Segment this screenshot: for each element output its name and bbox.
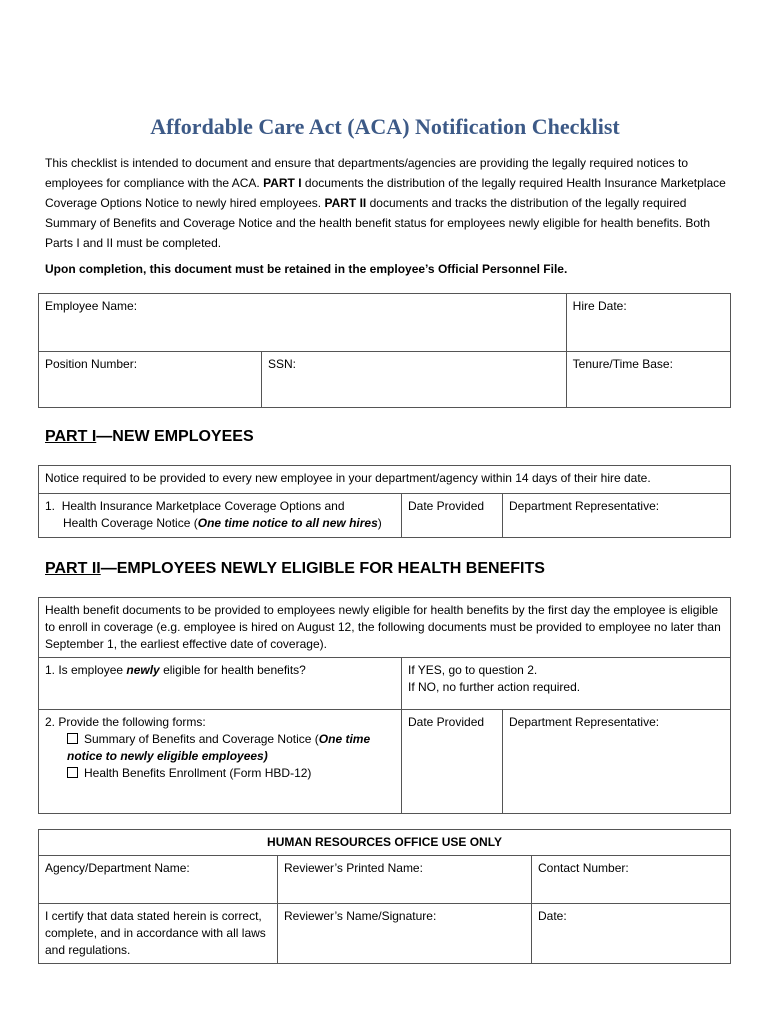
intro-text-3: documents and tracks the distribution of the legally required Summary of Benefits and Coverage Notice and the health benefit status for employees newly eligible for health benefits. Both Parts I and II must be completed.: [45, 196, 711, 250]
intro-part1-label: PART I: [263, 176, 302, 190]
part2-form1-pre: Summary of Benefits and Coverage Notice (: [84, 732, 319, 746]
hire-date-label: Hire Date:: [572, 299, 627, 313]
part1-item-number: 1.: [45, 499, 56, 513]
hbd12-checkbox[interactable]: [67, 767, 78, 778]
contact-number-field[interactable]: [532, 856, 731, 904]
part1-notice: Notice required to be provided to every new employee in your department/agency within 14 days of their hire date.: [39, 466, 731, 494]
part1-item-line2: Health Coverage Notice (: [63, 516, 198, 530]
part2-q1-post: eligible for health benefits?: [159, 663, 306, 677]
part1-heading-rest: —NEW EMPLOYEES: [96, 428, 254, 445]
part2-q1-emph: newly: [126, 663, 160, 677]
ssn-label: SSN:: [268, 357, 297, 371]
part1-dept-rep-field[interactable]: [503, 494, 731, 538]
contact-number-label: Contact Number:: [538, 861, 629, 875]
part1-item: [39, 494, 402, 538]
part2-heading-rest: —EMPLOYEES NEWLY ELIGIBLE FOR HEALTH BENEFITS: [100, 560, 545, 577]
part2-question2: [39, 710, 402, 814]
part2-question1: [39, 658, 402, 710]
position-number-field[interactable]: [39, 352, 262, 408]
intro-paragraph: [45, 153, 735, 253]
part2-notice: Health benefit documents to be provided to employees newly eligible for health benefits by the first day the employee is eligible to enroll in coverage (e.g. employee is hired on August 12, the following documents must be provided to employee no later than September 1, the earliest effective date of coverage).: [39, 598, 731, 658]
position-number-label: Position Number:: [45, 357, 138, 371]
tenure-field[interactable]: [566, 352, 730, 408]
employee-name-field[interactable]: [39, 294, 567, 352]
part1-heading: [45, 428, 254, 446]
employee-info-table: [38, 293, 731, 408]
part2-heading-label: PART II: [45, 560, 101, 577]
part1-item-line1: Health Insurance Marketplace Coverage Options and: [61, 499, 345, 513]
hire-date-field[interactable]: [566, 294, 730, 352]
part1-dept-rep-label: Department Representative:: [509, 499, 660, 513]
part2-q2-label: 2. Provide the following forms:: [45, 715, 206, 729]
reviewer-signature-label: Reviewer’s Name/Signature:: [284, 909, 437, 923]
intro-text-1: This checklist is intended to document and ensure that departments/agencies are providing the legally required notices to employees for compliance with the ACA.: [45, 156, 689, 190]
part2-dept-rep-label: Department Representative:: [509, 715, 660, 729]
hr-date-field[interactable]: [532, 904, 731, 964]
tenure-label: Tenure/Time Base:: [572, 357, 673, 371]
part2-form1-emph: One time notice to newly eligible employees): [67, 732, 371, 763]
certify-statement: I certify that data stated herein is correct, complete, and in accordance with all laws and regulations.: [39, 904, 278, 964]
agency-name-label: Agency/Department Name:: [45, 861, 190, 875]
hr-date-label: Date:: [538, 909, 567, 923]
hr-office-table: [38, 829, 731, 964]
part2-q1-yes: If YES, go to question 2.: [408, 663, 538, 677]
employee-name-label: Employee Name:: [45, 299, 138, 313]
part1-date-provided-label: Date Provided: [408, 499, 485, 513]
part2-dept-rep-field[interactable]: [503, 710, 731, 814]
part2-q1-instructions: [402, 658, 731, 710]
part1-item-close: ): [377, 516, 382, 530]
agency-name-field[interactable]: [39, 856, 278, 904]
part1-table: [38, 465, 731, 538]
part1-date-provided-field[interactable]: [402, 494, 503, 538]
part2-heading: [45, 560, 545, 578]
reviewer-signature-field[interactable]: [278, 904, 532, 964]
part1-item-emph: One time notice to all new hires: [197, 516, 378, 530]
document-title: Affordable Care Act (ACA) Notification Checklist: [150, 114, 620, 139]
part2-q1-no: If NO, no further action required.: [408, 680, 581, 694]
part1-heading-label: PART I: [45, 428, 97, 445]
intro-part2-label: PART II: [324, 196, 367, 210]
sbc-notice-checkbox[interactable]: [67, 733, 78, 744]
part2-date-provided-field[interactable]: [402, 710, 503, 814]
reviewer-printed-name-field[interactable]: [278, 856, 532, 904]
ssn-field[interactable]: [262, 352, 567, 408]
part2-table: [38, 597, 731, 814]
part2-date-provided-label: Date Provided: [408, 715, 485, 729]
reviewer-printed-name-label: Reviewer’s Printed Name:: [284, 861, 423, 875]
hr-office-header: HUMAN RESOURCES OFFICE USE ONLY: [39, 830, 731, 856]
part2-q1-pre: 1. Is employee: [45, 663, 127, 677]
retain-note: Upon completion, this document must be retained in the employee’s Official Personnel File.: [45, 262, 568, 276]
intro-text-2: documents the distribution of the legally required Health Insurance Marketplace Coverage Options Notice to newly hired employees.: [45, 176, 726, 210]
part2-form2: Health Benefits Enrollment (Form HBD-12): [84, 766, 312, 780]
